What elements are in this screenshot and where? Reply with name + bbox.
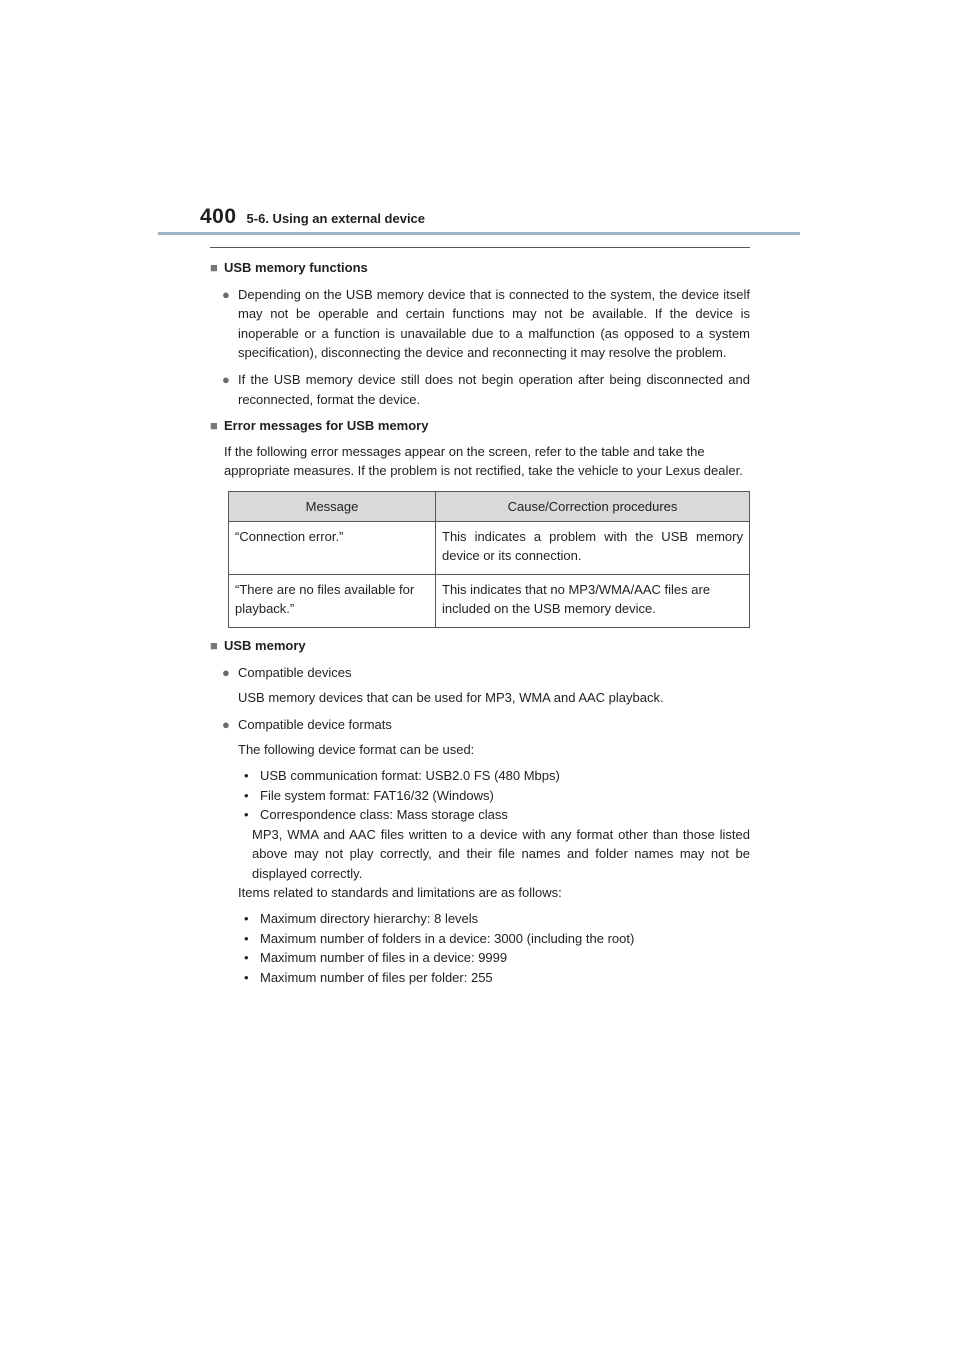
list-item: • USB communication format: USB2.0 FS (480 Mbps)	[244, 767, 560, 783]
content-divider	[210, 247, 750, 248]
list-item: ● If the USB memory device still does not begin operation after being disconnected and reconnected, format the device.	[210, 370, 750, 409]
list-item: • Maximum number of folders in a device: 3000 (including the root)	[244, 930, 635, 946]
column-header: Cause/Correction procedures	[436, 491, 750, 521]
table-cell: “Connection error.”	[229, 521, 436, 574]
list-item: • Correspondence class: Mass storage class	[244, 807, 508, 823]
table-cell: “There are no files available for playback.”	[229, 574, 436, 627]
list-item: • Maximum number of files in a device: 9999	[244, 950, 508, 966]
list-item: ● Depending on the USB memory device that is connected to the system, the device itself may not be operable and certain functions may not be available. If the device is inoperable or a function is unavailable due to a malfunction (as opposed to a system specification), disconnecting the device and reconnecting it may resolve the problem.	[210, 285, 750, 363]
device-format-list	[210, 766, 750, 825]
error-messages-intro: If the following error messages appear on the screen, refer to the table and take the appropriate measures. If the problem is not rectified, take the vehicle to your Lexus dealer.	[224, 443, 743, 479]
compatible-devices-text: USB memory devices that can be used for MP3, WMA and AAC playback.	[238, 690, 664, 706]
table-row	[229, 574, 750, 627]
circle-bullet-icon: ●	[222, 664, 230, 680]
list-item: • File system format: FAT16/32 (Windows)	[244, 787, 494, 803]
error-messages-table	[228, 491, 750, 628]
list-item: ● Compatible devices	[210, 663, 750, 683]
page-number: 400	[200, 205, 237, 228]
circle-bullet-icon: ●	[222, 371, 230, 387]
table-cell: This indicates a problem with the USB memory device or its connection.	[436, 521, 750, 574]
error-messages-heading: ■ Error messages for USB memory	[210, 416, 750, 436]
list-item: • Maximum directory hierarchy: 8 levels	[244, 911, 479, 927]
limits-intro: Items related to standards and limitations are as follows:	[238, 885, 562, 901]
circle-bullet-icon: ●	[222, 716, 230, 732]
usb-functions-heading: ■ USB memory functions	[210, 258, 750, 278]
list-item: • Maximum number of files per folder: 255	[244, 969, 493, 985]
column-header: Message	[229, 491, 436, 521]
list-item: ● Compatible device formats	[210, 715, 750, 735]
square-bullet-icon: ■	[210, 260, 218, 275]
page-content	[210, 258, 750, 987]
table-row	[229, 521, 750, 574]
format-note: MP3, WMA and AAC files written to a device with any format other than those listed above may not play correctly, and their file names and folder names may not be displayed correctly.	[252, 826, 750, 881]
square-bullet-icon: ■	[210, 637, 218, 653]
page-header	[200, 205, 425, 229]
square-bullet-icon: ■	[210, 418, 218, 434]
table-cell: This indicates that no MP3/WMA/AAC files are included on the USB memory device.	[436, 574, 750, 627]
limits-list	[210, 909, 750, 987]
section-title: 5-6. Using an external device	[246, 211, 426, 226]
circle-bullet-icon: ●	[222, 286, 230, 302]
table-header-row	[229, 491, 750, 521]
usb-memory-heading: ■ USB memory	[210, 636, 750, 656]
device-formats-intro: The following device format can be used:	[238, 742, 475, 758]
header-divider	[158, 232, 800, 235]
